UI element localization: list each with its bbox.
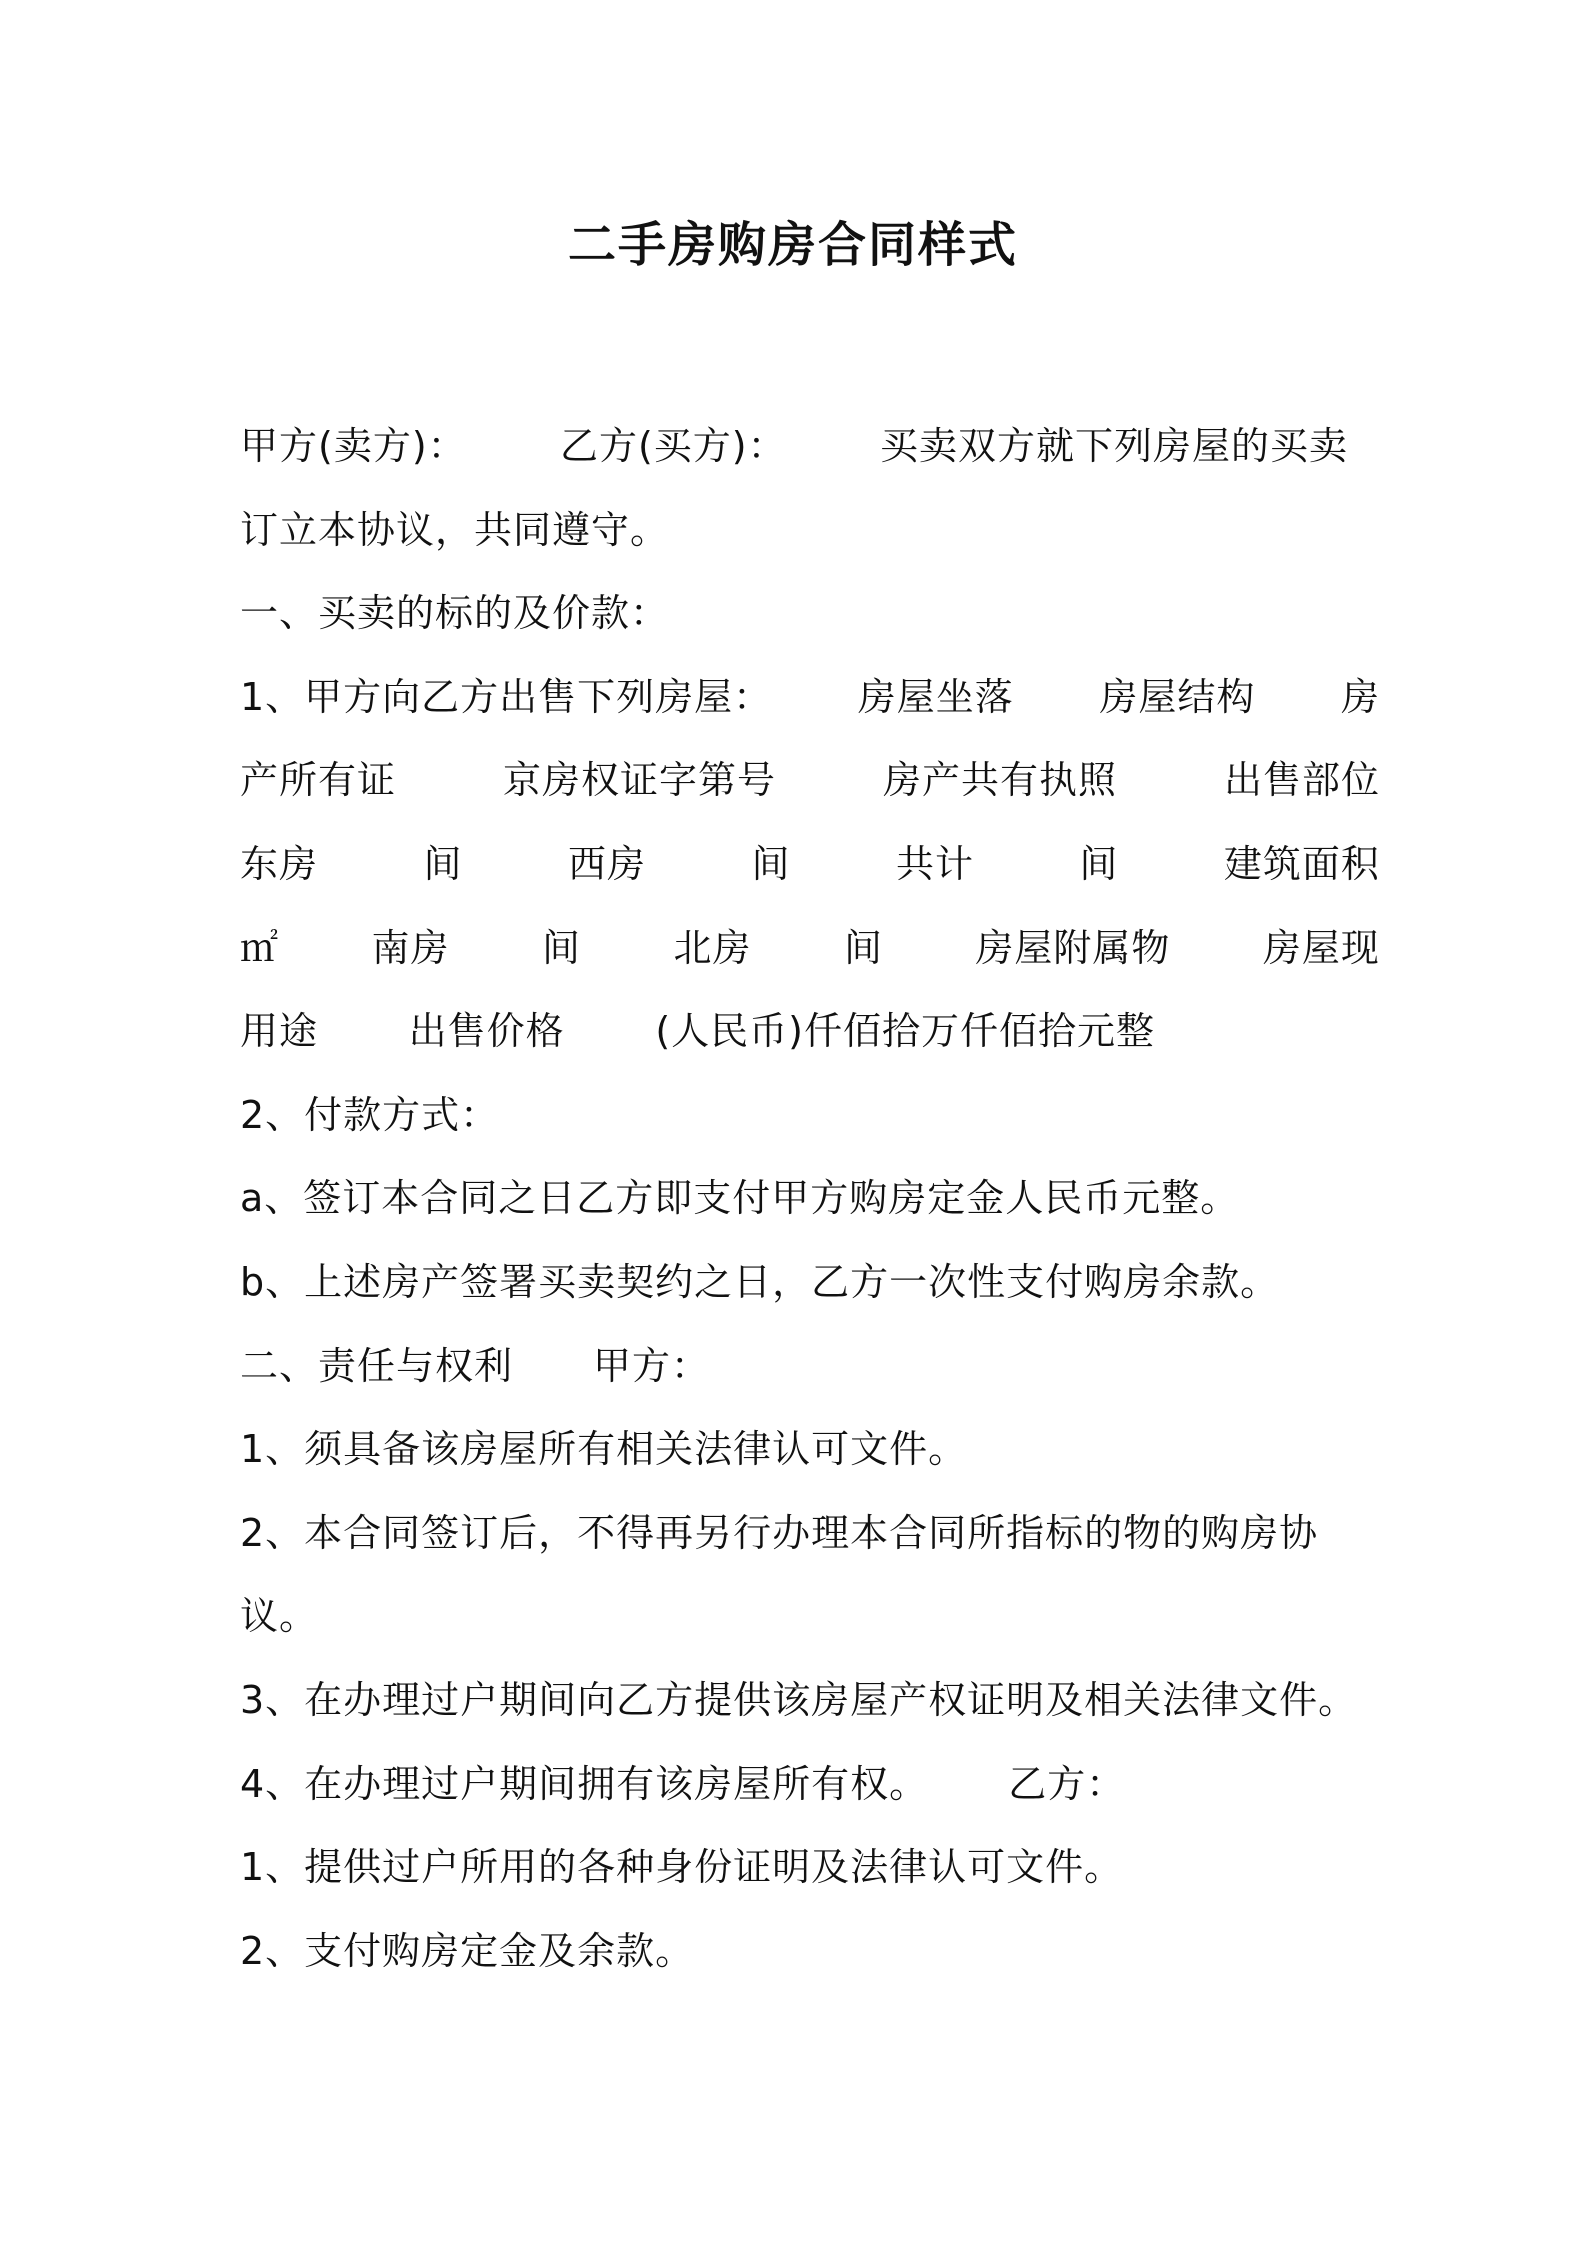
line-6-part-4: 间 [751, 841, 791, 886]
contract-line-14: 2、本合同签订后，不得再另行办理本合同所指标的物的购房协 [240, 1510, 1319, 1555]
contract-line-19: 2、支付购房定金及余款。 [240, 1928, 695, 1973]
contract-line-12 [240, 1325, 1380, 1409]
line-4-part-4: 房 [1340, 674, 1380, 719]
line-5-part-3: 房产共有执照 [882, 758, 1117, 803]
contract-line-11: b、上述房产签署买卖契约之日，乙方一次性支付购房余款。 [240, 1259, 1280, 1304]
line-5-part-4: 出售部位 [1223, 758, 1380, 803]
line-8-part-3: (人民币)仟佰拾万仟佰拾元整 [655, 1009, 1155, 1054]
section-heading-1: 一、买卖的标的及价款： [240, 591, 670, 636]
line-6-part-6: 间 [1079, 841, 1119, 886]
contract-line-6 [240, 823, 1380, 907]
line-7-part-2: 南房 [371, 925, 450, 970]
line-5-part-2: 京房权证字第号 [502, 758, 776, 803]
contract-line-4 [240, 656, 1380, 740]
line-5-part-1: 产所有证 [240, 758, 397, 803]
line-4-part-1: 1、甲方向乙方出售下列房屋： [240, 674, 773, 719]
contract-line-1 [240, 405, 1348, 489]
party-a-duties-label: 甲方： [593, 1343, 711, 1388]
contract-line-13: 1、须具备该房屋所有相关法律认可文件。 [240, 1427, 968, 1472]
party-b-duties-label: 乙方： [1008, 1761, 1126, 1806]
contract-line-18: 1、提供过户所用的各种身份证明及法律认可文件。 [240, 1845, 1124, 1890]
line-8-part-2: 出售价格 [408, 1009, 565, 1054]
party-a-label: 甲方(卖方)： [240, 424, 467, 468]
contract-line-9: 2、付款方式： [240, 1092, 500, 1137]
line-7-part-3: 间 [541, 925, 581, 970]
contract-line-16: 3、在办理过户期间向乙方提供该房屋产权证明及相关法律文件。 [240, 1677, 1358, 1722]
line-4-part-3: 房屋结构 [1099, 674, 1256, 719]
contract-line-7 [240, 907, 1380, 991]
contract-line-17 [240, 1743, 1380, 1827]
line-7-part-1: ㎡ [240, 925, 280, 970]
document-body [240, 405, 1380, 1993]
line-17-part-1: 4、在办理过户期间拥有该房屋所有权。 [240, 1761, 929, 1806]
party-b-label: 乙方(买方)： [559, 424, 787, 468]
line-6-part-1: 东房 [240, 841, 319, 886]
line-7-part-4: 北房 [673, 925, 752, 970]
line-8-part-1: 用途 [240, 1009, 319, 1054]
intro-text: 买卖双方就下列房屋的买卖 [879, 424, 1348, 468]
line-7-part-5: 间 [843, 925, 883, 970]
contract-line-10: a、签订本合同之日乙方即支付甲方购房定金人民币元整。 [240, 1176, 1240, 1221]
section-heading-2: 二、责任与权利 [240, 1343, 514, 1388]
line-4-part-2: 房屋坐落 [857, 674, 1014, 719]
contract-line-5 [240, 739, 1380, 823]
line-6-part-2: 间 [423, 841, 463, 886]
line-6-part-3: 西房 [567, 841, 646, 886]
line-7-part-6: 房屋附属物 [975, 925, 1171, 970]
contract-line-15: 议。 [240, 1594, 319, 1639]
contract-line-8 [240, 990, 1155, 1074]
line-7-part-7: 房屋现 [1262, 925, 1380, 970]
line-6-part-5: 共计 [895, 841, 974, 886]
line-6-part-7: 建筑面积 [1223, 841, 1380, 886]
contract-line-2: 订立本协议，共同遵守。 [240, 507, 670, 552]
document-title: 二手房购房合同样式 [567, 217, 1018, 273]
